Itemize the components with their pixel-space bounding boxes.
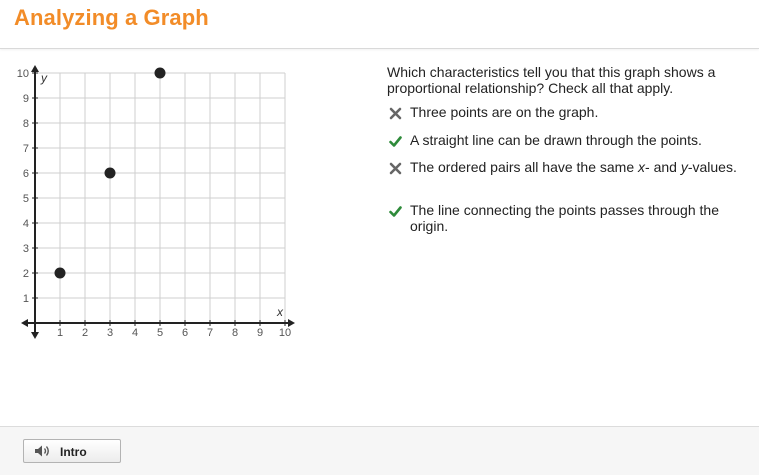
chart-svg [0, 58, 300, 348]
coordinate-graph [0, 58, 300, 353]
variable-y: y [680, 159, 688, 175]
x-tick-label: 4 [131, 327, 139, 339]
intro-label: Intro [60, 445, 87, 459]
x-tick-label: 2 [81, 327, 89, 339]
check-mark-icon [389, 205, 402, 218]
y-tick-label: 7 [22, 143, 29, 155]
y-tick-label: 6 [22, 168, 29, 180]
x-tick-label: 1 [56, 327, 64, 339]
footer-bar [0, 426, 759, 475]
option-text: Three points are on the graph. [410, 104, 599, 120]
check-mark-icon [389, 135, 402, 148]
data-point [55, 268, 66, 279]
y-tick-label: 3 [22, 243, 29, 255]
header [0, 0, 759, 49]
y-tick-label: 9 [22, 93, 29, 105]
y-tick-label: 1 [22, 293, 29, 305]
y-tick-label: 4 [22, 218, 29, 230]
option-text: A straight line can be drawn through the points. [410, 132, 702, 148]
option-three-points[interactable] [387, 104, 759, 120]
x-tick-label: 10 [278, 327, 292, 339]
x-tick-label: 9 [256, 327, 264, 339]
option-text-part: - and [645, 159, 681, 175]
option-same-values[interactable] [387, 159, 740, 175]
option-text [410, 159, 737, 175]
x-tick-label: 7 [206, 327, 214, 339]
x-axis-arrow-left [21, 319, 28, 327]
intro-button[interactable] [23, 439, 121, 463]
x-tick-label: 3 [106, 327, 114, 339]
x-tick-label: 6 [181, 327, 189, 339]
data-point [105, 168, 116, 179]
x-tick-label: 5 [156, 327, 164, 339]
x-mark-icon [389, 162, 402, 175]
option-text: The line connecting the points passes through the origin. [410, 202, 719, 234]
y-tick-label: 10 [16, 68, 29, 80]
page-title: Analyzing a Graph [14, 5, 209, 30]
speaker-icon [34, 444, 52, 463]
option-straight-line[interactable] [387, 132, 759, 148]
variable-x: x [638, 159, 646, 175]
option-text-part: -values. [687, 159, 737, 175]
question-text: Which characteristics tell you that this graph shows a proportional relationship? Check all that apply. [387, 64, 716, 96]
y-axis-arrow-up [31, 65, 39, 72]
x-mark-icon [389, 107, 402, 120]
option-text-part: The ordered pairs all have the same [410, 159, 639, 175]
x-axis-arrow-right [288, 319, 295, 327]
data-point [155, 68, 166, 79]
y-tick-label: 2 [22, 268, 29, 280]
y-tick-label: 5 [22, 193, 29, 205]
option-passes-origin[interactable] [387, 202, 759, 234]
y-axis-arrow-down [31, 332, 39, 339]
y-tick-label: 8 [22, 118, 29, 130]
x-tick-label: 8 [231, 327, 239, 339]
y-axis-label: y [41, 71, 47, 85]
x-axis-label: x [277, 305, 283, 319]
